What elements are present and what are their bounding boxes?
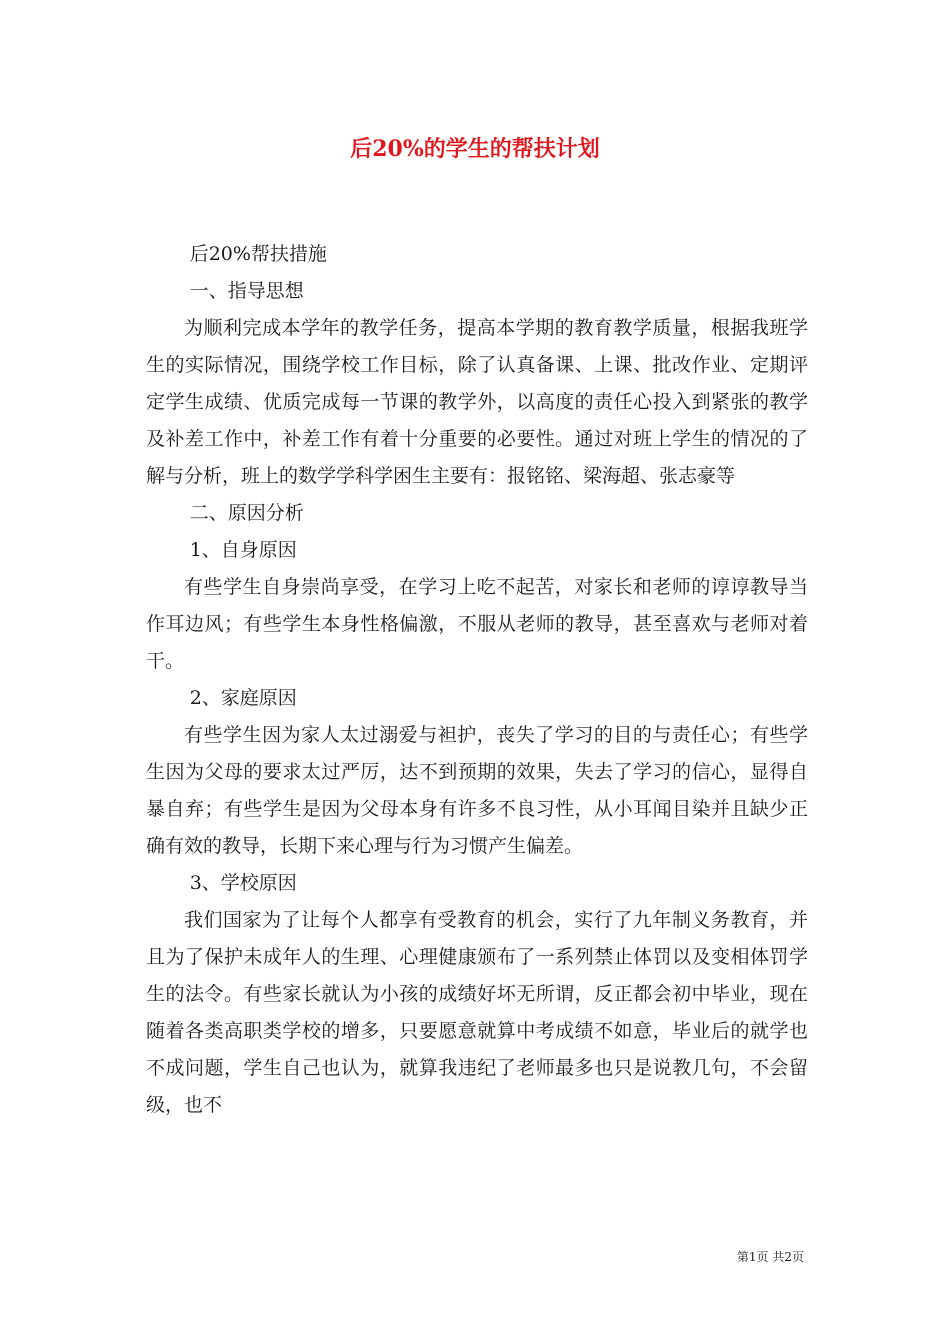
page-number: 第1页 共2页 bbox=[736, 1250, 804, 1264]
paragraph-school-reasons: 我们国家为了让每个人都享有受教育的机会，实行了九年制义务教育，并且为了保护未成年人的生理、心理健康颁布了一系列禁止体罚以及变相体罚学生的法令。有些家长就认为小孩的成绩好坏无所谓，反正都会初中毕业，现在随着各类高职类学校的增多，只要愿意就算中考成绩不如意，毕业后的就学也不成问题，学生自己也认为，就算我违纪了老师最多也只是说教几句，不会留级，也不 bbox=[146, 909, 808, 1116]
section-heading-cause-analysis: 二、原因分析 bbox=[189, 502, 304, 524]
document-title: 后20%的学生的帮扶计划 bbox=[350, 136, 600, 162]
paragraph-guiding-thought: 为顺利完成本学年的教学任务，提高本学期的教育教学质量，根据我班学生的实际情况，围绕学校工作目标，除了认真备课、上课、批改作业、定期评定学生成绩、优质完成每一节课的教学外，以高度的责任心投入到紧张的教学及补差工作中，补差工作有着十分重要的必要性。通过对班上学生的情况的了解与分析，班上的数学学科学困生主要有：报铭铭、梁海超、张志豪等 bbox=[146, 317, 808, 487]
subsection-heading-self: 1、自身原因 bbox=[189, 539, 297, 561]
paragraph-family-reasons: 有些学生因为家人太过溺爱与袒护，丧失了学习的目的与责任心；有些学生因为父母的要求太过严厉，达不到预期的效果，失去了学习的信心，显得自暴自弃；有些学生是因为父母本身有许多不良习性，从小耳闻目染并且缺少正确有效的教导，长期下来心理与行为习惯产生偏差。 bbox=[146, 724, 808, 857]
subsection-heading-family: 2、家庭原因 bbox=[189, 687, 297, 709]
section-heading-guiding-thought: 一、指导思想 bbox=[189, 280, 304, 302]
subsection-heading-school: 3、学校原因 bbox=[189, 872, 297, 894]
document-body bbox=[146, 236, 808, 1124]
section-heading-measures: 后20%帮扶措施 bbox=[189, 243, 327, 265]
paragraph-self-reasons: 有些学生自身崇尚享受，在学习上吃不起苦，对家长和老师的谆谆教导当作耳边风；有些学生本身性格偏激，不服从老师的教导，甚至喜欢与老师对着干。 bbox=[146, 576, 808, 672]
